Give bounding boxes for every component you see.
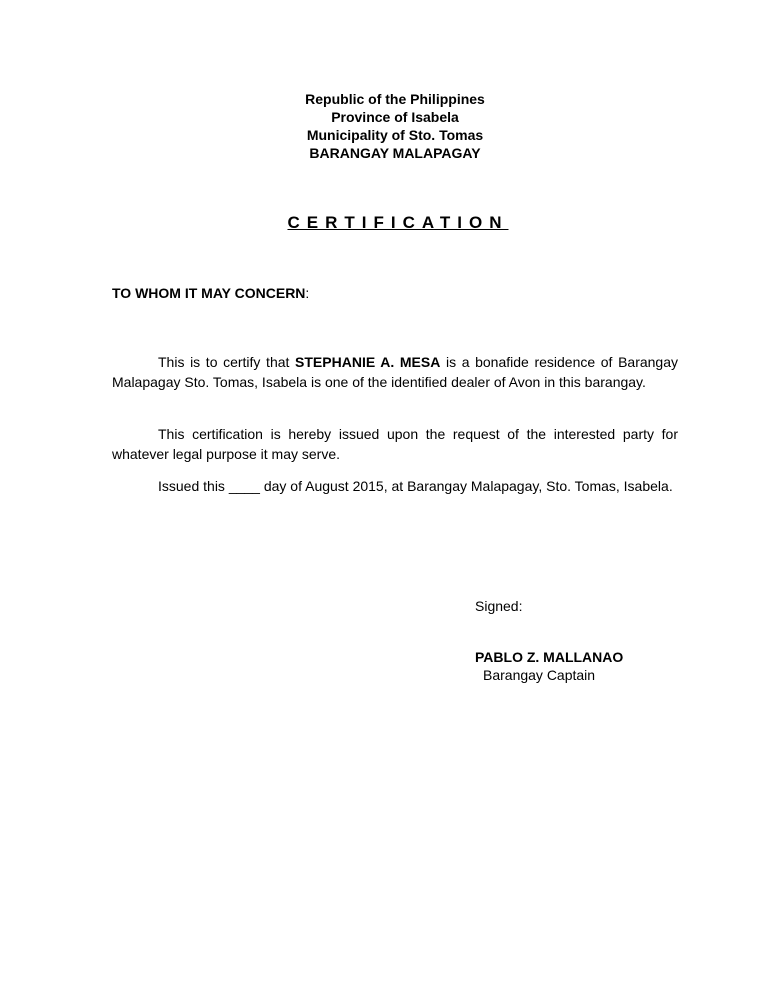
paragraph-purpose-text: This certification is hereby issued upon the request of the interested party for whatever legal purpose it may serve. [112,426,678,462]
paragraph-certify-before: This is to certify that [158,354,296,370]
salutation [112,285,309,301]
header-country: Republic of the Philippines [305,91,485,107]
paragraph-certify [112,352,678,392]
salutation-text: TO WHOM IT MAY CONCERN [112,285,306,301]
salutation-colon: : [305,285,310,301]
paragraph-issued [112,476,678,496]
signatory-name: PABLO Z. MALLANAO [475,649,624,665]
certified-person-name: STEPHANIE A. MESA [295,354,441,370]
paragraph-certify-after: is a bonafide residence of Barangay Malapagay Sto. Tomas, Isabela is one of the identified dealer of Avon in this barangay. [112,354,678,390]
paragraph-purpose [112,424,678,464]
signatory-block [475,648,623,684]
document-title: CERTIFICATION [287,213,509,232]
signed-label: Signed: [475,598,523,614]
header-municipality: Municipality of Sto. Tomas [306,127,484,143]
header-barangay: BARANGAY MALAPAGAY [309,145,481,161]
signatory-position: Barangay Captain [483,667,596,683]
letterhead [0,90,768,162]
paragraph-issued-text: Issued this ____ day of August 2015, at Barangay Malapagay, Sto. Tomas, Isabela. [158,478,673,494]
header-province: Province of Isabela [331,109,459,125]
